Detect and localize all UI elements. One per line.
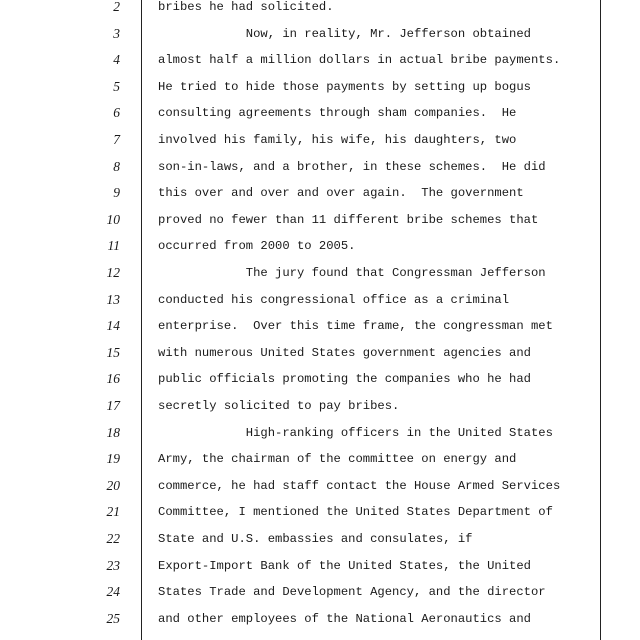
line-text: bribes he had solicited. [158, 0, 334, 14]
transcript-line [0, 184, 640, 211]
line-text: conducted his congressional office as a criminal [158, 292, 510, 307]
transcript-line [0, 104, 640, 131]
line-number: 8 [113, 158, 120, 174]
line-number: 7 [113, 132, 120, 147]
line-text: Export-Import Bank of the United States, the United [158, 558, 531, 573]
line-number: 11 [107, 238, 120, 254]
transcript-line [0, 450, 640, 477]
line-text: and other employees of the National Aeronautics and [158, 611, 531, 626]
line-number: 16 [106, 371, 120, 387]
line-number: 3 [113, 25, 120, 41]
line-text: Now, in reality, Mr. Jefferson obtained [158, 26, 531, 41]
line-number: 23 [106, 557, 120, 573]
line-number: 22 [106, 531, 120, 546]
transcript-line [0, 477, 640, 504]
line-text: Army, the chairman of the committee on energy and [158, 452, 517, 467]
transcript-line [0, 211, 640, 238]
line-number: 13 [106, 291, 120, 307]
line-number: 9 [113, 185, 120, 201]
line-text: High-ranking officers in the United States [158, 425, 553, 440]
line-number: 25 [106, 610, 120, 626]
transcript-line [0, 291, 640, 318]
line-text: involved his family, his wife, his daughters, two [158, 133, 517, 147]
line-number: 15 [106, 344, 120, 360]
transcript-line [0, 78, 640, 105]
transcript-line [0, 370, 640, 397]
transcript-line [0, 0, 640, 25]
line-text: He tried to hide those payments by setting up bogus [158, 79, 531, 94]
line-text: The jury found that Congressman Jefferson [158, 266, 546, 280]
line-text: secretly solicited to pay bribes. [158, 399, 400, 413]
line-text: enterprise. Over this time frame, the congressman met [158, 319, 553, 334]
line-number: 2 [113, 0, 120, 14]
line-number: 20 [106, 477, 120, 493]
line-text: with numerous United States government agencies and [158, 345, 531, 360]
transcript-line [0, 131, 640, 158]
line-number: 17 [106, 398, 120, 413]
transcript-line [0, 25, 640, 52]
line-number: 24 [106, 584, 120, 600]
line-number: 19 [106, 451, 120, 467]
transcript-line [0, 397, 640, 424]
line-text: public officials promoting the companies who he had [158, 372, 531, 387]
line-text: State and U.S. embassies and consulates, if [158, 532, 473, 546]
transcript-line [0, 344, 640, 371]
line-text: occurred from 2000 to 2005. [158, 239, 356, 254]
line-text: this over and over and over again. The government [158, 186, 524, 201]
line-text: commerce, he had staff contact the House Armed Services [158, 478, 561, 493]
line-number: 6 [113, 105, 120, 121]
transcript-line [0, 557, 640, 584]
line-text: son-in-laws, and a brother, in these schemes. He did [158, 159, 546, 174]
line-text: States Trade and Development Agency, and the director [158, 585, 546, 600]
line-number: 5 [113, 78, 120, 94]
line-text: almost half a million dollars in actual bribe payments. [158, 53, 561, 68]
line-number: 21 [106, 504, 120, 520]
transcript-line [0, 583, 640, 610]
transcript-line [0, 503, 640, 530]
line-number: 18 [106, 424, 120, 440]
line-number: 4 [113, 52, 120, 68]
line-number: 14 [106, 318, 120, 334]
line-text: consulting agreements through sham companies. He [158, 106, 517, 121]
transcript-line [0, 530, 640, 557]
line-number: 12 [106, 265, 120, 280]
transcript-line [0, 424, 640, 451]
line-number: 10 [106, 211, 120, 227]
line-text: Committee, I mentioned the United States Department of [158, 505, 553, 520]
transcript-line [0, 317, 640, 344]
transcript-line [0, 51, 640, 78]
transcript-line [0, 237, 640, 264]
transcript-line [0, 610, 640, 637]
line-text: proved no fewer than 11 different bribe schemes that [158, 212, 539, 227]
transcript-line [0, 264, 640, 291]
transcript-line [0, 158, 640, 185]
